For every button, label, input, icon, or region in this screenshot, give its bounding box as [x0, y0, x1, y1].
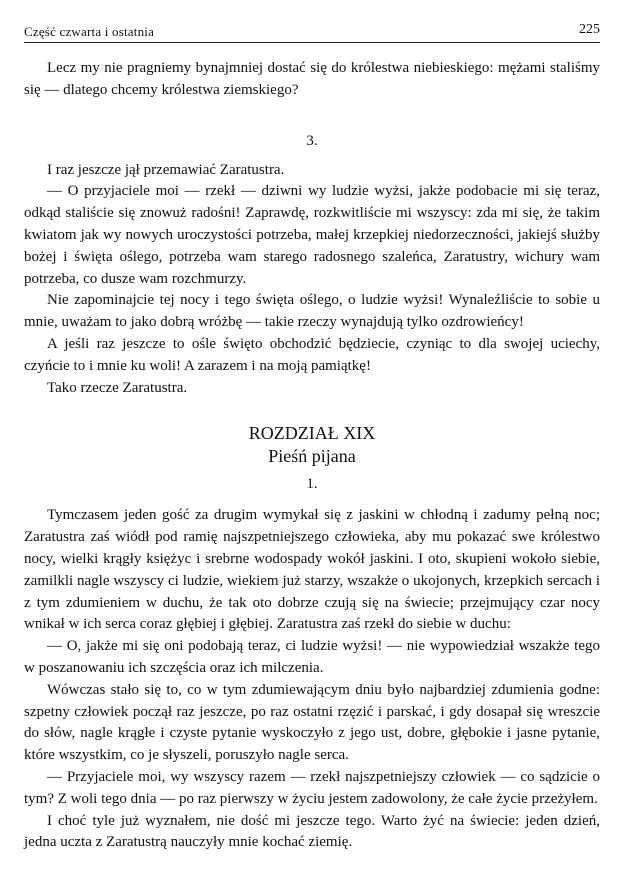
paragraph: — O przyjaciele moi — rzekł — dziwni wy ludzie wyżsi, jakże podobacie mi się teraz, odkąd staliście się znowuż radośni! Zaprawdę, rozkwitliście mi wszyscy: zda mi się, że takim kwiatom jak wy nowych uroczystości potrzeba, małej krzepkiej niedorzeczności, jakiejś służby bożej i święta oślego, potrzeba wam starego radosnego szaleńca, Zaratustry, wichury wam potrzeba, co dusze wam rozchmurzy.: [24, 183, 600, 287]
page-number: 225: [579, 22, 600, 37]
chapter-subtitle: Pieśń pijana: [268, 446, 356, 467]
chapter-title: ROZDZIAŁ XIX: [248, 423, 376, 444]
paragraph: Wówczas stało się to, co w tym zdumiewającym dniu było najbardziej zdumienia godne: szpetny człowiek począł raz jeszcze, po raz ostatni rzęzić i parskać, i gdy dosapał się wreszcie do słów, nagle krągłe i czyste pytanie wyskoczyło z jego ust, dobre, głębokie i jasne pytanie, które wszystkim, co je słyszeli, poruszyło nagle serca.: [24, 681, 600, 764]
paragraph: Nie zapominajcie tej nocy i tego święta oślego, o ludzie wyżsi! Wynaleźliście to sobie u mnie, uważam to jako dobrą wróżbę — takie rzeczy wynajdują tylko ozdrowieńcy!: [24, 292, 600, 331]
paragraph: Lecz my nie pragniemy bynajmniej dostać się do królestwa niebieskiego: mężami staliśmy się — dlatego chcemy królestwa ziemskiego?: [24, 60, 600, 98]
paragraph: — Przyjaciele moi, wy wszyscy razem — rzekł najszpetniejszy człowiek — co sądzicie o tym? Z woli tego dnia — po raz pierwszy w życiu jestem zadowolony, że całe życie przeżyłem.: [24, 768, 600, 807]
page-header: [24, 22, 600, 43]
paragraph: Tymczasem jeden gość za drugim wymykał się z jaskini w chłodną i zadumy pełną noc; Zaratustra zaś wiódł pod ramię najszpetniejszego człowieka, aby mu pokazać swe królestwo nocy, wielki krągły księżyc i srebrne wodospady wokół jaskini. I oto, skupieni wokoło siebie, zamilkli nagle wszyscy ci ludzie, wiekiem już starzy, wszakże o ukojonych, krzepkich sercach i z tym zdumieniem w duchu, że tak oto dobrze czują się na świecie; przejmujący czar nocy wnikał w ich serca coraz głębiej i głębiej. Zaratustra zaś rzekł do siebie w duchu:: [24, 507, 600, 633]
running-head: Część czwarta i ostatnia: [24, 24, 155, 39]
paragraph: A jeśli raz jeszcze to ośle święto obchodzić będziecie, czyniąc to dla swojej uciechy, czyńcie to i mnie ku woli! A zarazem i na moją pamiątkę!: [24, 335, 600, 374]
section-number: 1.: [306, 476, 318, 493]
section-number: 3.: [306, 132, 318, 149]
paragraph: — O, jakże mi się oni podobają teraz, ci ludzie wyżsi! — nie wypowiedział wszakże tego w poszanowaniu ich szczęścia oraz ich milczenia.: [24, 638, 600, 676]
paragraph: I raz jeszcze jął przemawiać Zaratustra.: [47, 161, 285, 178]
page-body: [24, 58, 600, 854]
paragraph: Tako rzecze Zaratustra.: [47, 379, 188, 396]
paragraph: I choć tyle już wyznałem, nie dość mi jeszcze tego. Warto żyć na świecie: jeden dzień, jedna uczta z Zaratustrą nauczyły mnie kochać ziemię.: [24, 812, 600, 851]
